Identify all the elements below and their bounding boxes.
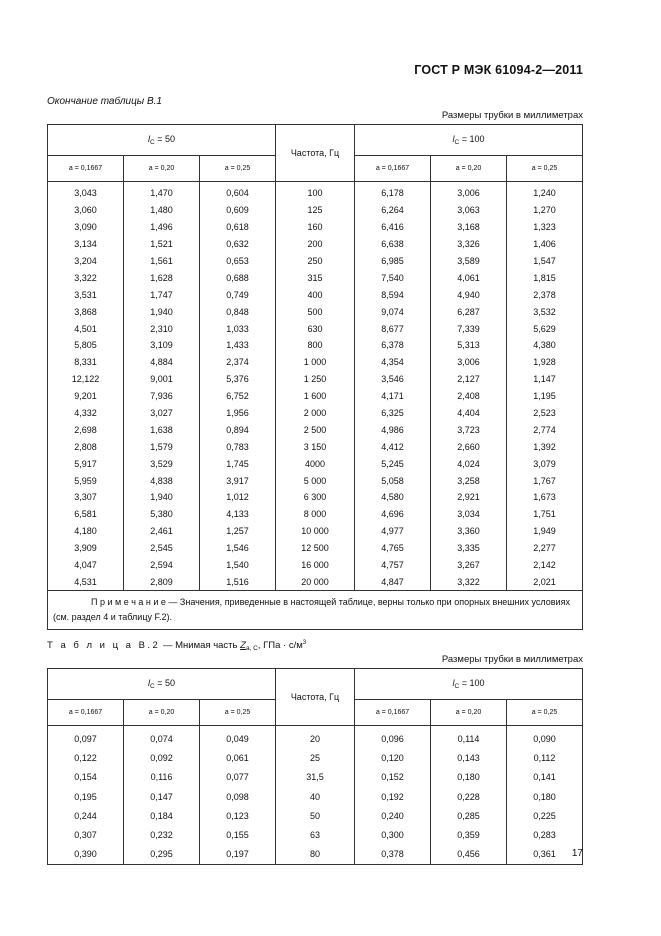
table-cell: 3,532 xyxy=(507,303,583,320)
table-cell: 1,940 xyxy=(124,303,200,320)
table-row xyxy=(48,540,583,557)
table-cell: 6,638 xyxy=(355,236,431,253)
table-cell: 0,783 xyxy=(200,438,276,455)
table-cell: 1,480 xyxy=(124,202,200,219)
table-cell: 630 xyxy=(276,320,355,337)
table-cell: 3,027 xyxy=(124,405,200,422)
table-cell: 20 000 xyxy=(276,573,355,590)
table-cell: 0,155 xyxy=(200,825,276,844)
table-cell: 2,808 xyxy=(48,438,124,455)
table-cell: 0,074 xyxy=(124,726,200,749)
table-row xyxy=(48,748,583,767)
table-cell: 5,313 xyxy=(431,337,507,354)
table-cell: 5,629 xyxy=(507,320,583,337)
table-row xyxy=(48,557,583,574)
table-cell: 0,180 xyxy=(507,787,583,806)
table-cell: 1,540 xyxy=(200,557,276,574)
table-cell: 0,285 xyxy=(431,806,507,825)
table-cell: 1,521 xyxy=(124,236,200,253)
table-cell: 4,404 xyxy=(431,405,507,422)
table-cell: 8 000 xyxy=(276,506,355,523)
table-row xyxy=(48,421,583,438)
table-cell: 20 xyxy=(276,726,355,749)
table-cell: 6,985 xyxy=(355,253,431,270)
table-row xyxy=(48,337,583,354)
table-cell: 500 xyxy=(276,303,355,320)
page-number: 17 xyxy=(571,848,583,859)
lc100-header: $l_C = 100$ xyxy=(355,669,583,700)
table-cell: 3,868 xyxy=(48,303,124,320)
table-cell: 2,660 xyxy=(431,438,507,455)
table-cell: 2,021 xyxy=(507,573,583,590)
table-cell: 31,5 xyxy=(276,768,355,787)
table-cell: 2,378 xyxy=(507,286,583,303)
table-cell: 3,326 xyxy=(431,236,507,253)
table-cell: 4,412 xyxy=(355,438,431,455)
table-cell: 0,096 xyxy=(355,726,431,749)
table-row xyxy=(48,845,583,865)
table-cell: 0,147 xyxy=(124,787,200,806)
table-cell: 7,936 xyxy=(124,388,200,405)
table-cell: 50 xyxy=(276,806,355,825)
table-row xyxy=(48,286,583,303)
table-cell: 3,267 xyxy=(431,557,507,574)
table-cell: 315 xyxy=(276,269,355,286)
table-cell: 0,090 xyxy=(507,726,583,749)
table-cell: 3,322 xyxy=(431,573,507,590)
table-cell: 2,921 xyxy=(431,489,507,506)
table-cell: 0,061 xyxy=(200,748,276,767)
table-b1 xyxy=(47,124,583,630)
table-row xyxy=(48,320,583,337)
table-cell: 40 xyxy=(276,787,355,806)
a-header: a = 0,25 xyxy=(200,156,276,182)
table-cell: 4000 xyxy=(276,455,355,472)
a-header: a = 0,20 xyxy=(124,700,200,726)
table-cell: 0,197 xyxy=(200,845,276,865)
table-cell: 6,178 xyxy=(355,182,431,202)
table-cell: 2,127 xyxy=(431,371,507,388)
a-header: a = 0,1667 xyxy=(48,156,124,182)
table-cell: 3,335 xyxy=(431,540,507,557)
table-cell: 4,171 xyxy=(355,388,431,405)
frequency-header: Частота, Гц xyxy=(276,669,355,726)
table-row xyxy=(48,354,583,371)
table-cell: 1,928 xyxy=(507,354,583,371)
table-cell: 0,192 xyxy=(355,787,431,806)
table-cell: 0,688 xyxy=(200,269,276,286)
table-cell: 4,380 xyxy=(507,337,583,354)
table-cell: 1,195 xyxy=(507,388,583,405)
a-header: a = 0,20 xyxy=(124,156,200,182)
table-cell: 6,264 xyxy=(355,202,431,219)
table-cell: 1,470 xyxy=(124,182,200,202)
table-row xyxy=(48,455,583,472)
table-cell: 1,012 xyxy=(200,489,276,506)
a-header: a = 0,25 xyxy=(200,700,276,726)
table-cell: 4,024 xyxy=(431,455,507,472)
table-cell: 10 000 xyxy=(276,523,355,540)
table-row xyxy=(48,438,583,455)
table-cell: 1,033 xyxy=(200,320,276,337)
table-row xyxy=(48,523,583,540)
table-cell: 4,133 xyxy=(200,506,276,523)
table-cell: 2,809 xyxy=(124,573,200,590)
table-cell: 1,547 xyxy=(507,253,583,270)
table-cell: 0,077 xyxy=(200,768,276,787)
a-header: a = 0,1667 xyxy=(355,700,431,726)
table-cell: 12,122 xyxy=(48,371,124,388)
table-cell: 1,406 xyxy=(507,236,583,253)
table-cell: 3,546 xyxy=(355,371,431,388)
table-cell: 12 500 xyxy=(276,540,355,557)
table-cell: 6,287 xyxy=(431,303,507,320)
a-header: a = 0,1667 xyxy=(48,700,124,726)
table-row xyxy=(48,768,583,787)
a-header: a = 0,20 xyxy=(431,156,507,182)
table-cell: 1,747 xyxy=(124,286,200,303)
table-cell: 0,123 xyxy=(200,806,276,825)
table-cell: 1,546 xyxy=(200,540,276,557)
table-cell: 1,516 xyxy=(200,573,276,590)
table-cell: 4,977 xyxy=(355,523,431,540)
table-cell: 7,339 xyxy=(431,320,507,337)
table-cell: 0,143 xyxy=(431,748,507,767)
frequency-header: Частота, Гц xyxy=(276,125,355,182)
table-cell: 0,097 xyxy=(48,726,124,749)
table-cell: 3,909 xyxy=(48,540,124,557)
table-cell: 1,270 xyxy=(507,202,583,219)
table-cell: 0,359 xyxy=(431,825,507,844)
table-cell: 0,092 xyxy=(124,748,200,767)
table-cell: 0,244 xyxy=(48,806,124,825)
table-cell: 1,323 xyxy=(507,219,583,236)
table-cell: 7,540 xyxy=(355,269,431,286)
table-cell: 2,310 xyxy=(124,320,200,337)
table-cell: 4,047 xyxy=(48,557,124,574)
table-row xyxy=(48,787,583,806)
table-cell: 6,416 xyxy=(355,219,431,236)
table-cell: 2 000 xyxy=(276,405,355,422)
table-row xyxy=(48,388,583,405)
table-cell: 1 600 xyxy=(276,388,355,405)
table-cell: 80 xyxy=(276,845,355,865)
table-cell: 1,257 xyxy=(200,523,276,540)
document-header: ГОСТ Р МЭК 61094-2—2011 xyxy=(414,63,583,77)
table-cell: 100 xyxy=(276,182,355,202)
table-cell: 5,058 xyxy=(355,472,431,489)
table-cell: 8,331 xyxy=(48,354,124,371)
table-cell: 1 000 xyxy=(276,354,355,371)
table-cell: 0,295 xyxy=(124,845,200,865)
table-cell: 2,545 xyxy=(124,540,200,557)
table-cell: 3,589 xyxy=(431,253,507,270)
table-cell: 0,098 xyxy=(200,787,276,806)
table-cell: 1,745 xyxy=(200,455,276,472)
table-cell: 25 xyxy=(276,748,355,767)
table-cell: 2,594 xyxy=(124,557,200,574)
table-cell: 0,632 xyxy=(200,236,276,253)
table-cell: 5,917 xyxy=(48,455,124,472)
table-cell: 1,240 xyxy=(507,182,583,202)
table-cell: 63 xyxy=(276,825,355,844)
table-cell: 6,325 xyxy=(355,405,431,422)
table-cell: 1 250 xyxy=(276,371,355,388)
sizes-note-1: Размеры трубки в миллиметрах xyxy=(441,110,583,121)
table-row xyxy=(48,219,583,236)
table-cell: 2,698 xyxy=(48,421,124,438)
table-cell: 200 xyxy=(276,236,355,253)
table-cell: 6,752 xyxy=(200,388,276,405)
table-cell: 0,361 xyxy=(507,845,583,865)
table-cell: 3,360 xyxy=(431,523,507,540)
table-cell: 0,116 xyxy=(124,768,200,787)
table-row xyxy=(48,371,583,388)
table-cell: 1,638 xyxy=(124,421,200,438)
table-cell: 3,258 xyxy=(431,472,507,489)
table-cell: 1,767 xyxy=(507,472,583,489)
table-cell: 4,884 xyxy=(124,354,200,371)
table-cell: 4,501 xyxy=(48,320,124,337)
table-cell: 0,390 xyxy=(48,845,124,865)
table-cell: 3,109 xyxy=(124,337,200,354)
table-cell: 0,152 xyxy=(355,768,431,787)
table-cell: 0,122 xyxy=(48,748,124,767)
table-cell: 1,751 xyxy=(507,506,583,523)
table-cell: 1,628 xyxy=(124,269,200,286)
table-cell: 3,063 xyxy=(431,202,507,219)
table-b2-title: Т а б л и ц а В.2 — Мнимая часть $Z_{a, C}$, ГПа · $с/м^3$ xyxy=(47,640,307,653)
table-cell: 1,815 xyxy=(507,269,583,286)
table-cell: 0,195 xyxy=(48,787,124,806)
table-cell: 4,180 xyxy=(48,523,124,540)
table-cell: 4,696 xyxy=(355,506,431,523)
table-cell: 4,531 xyxy=(48,573,124,590)
table-cell: 2,461 xyxy=(124,523,200,540)
table-cell: 4,332 xyxy=(48,405,124,422)
lc50-header: $l_C = 50$ xyxy=(48,125,276,156)
table-cell: 6 300 xyxy=(276,489,355,506)
table-cell: 2,774 xyxy=(507,421,583,438)
table-cell: 0,112 xyxy=(507,748,583,767)
table-cell: 0,618 xyxy=(200,219,276,236)
table-row xyxy=(48,726,583,749)
table-cell: 4,580 xyxy=(355,489,431,506)
table-cell: 1,956 xyxy=(200,405,276,422)
table-cell: 3,079 xyxy=(507,455,583,472)
table-cell: 3,006 xyxy=(431,354,507,371)
table-cell: 3,307 xyxy=(48,489,124,506)
table-cell: 3,322 xyxy=(48,269,124,286)
table-cell: 0,240 xyxy=(355,806,431,825)
table-row xyxy=(48,253,583,270)
table-row xyxy=(48,303,583,320)
table-cell: 2,374 xyxy=(200,354,276,371)
table-cell: 3,204 xyxy=(48,253,124,270)
table-cell: 9,201 xyxy=(48,388,124,405)
table-cell: 0,300 xyxy=(355,825,431,844)
table-cell: 6,378 xyxy=(355,337,431,354)
table-cell: 125 xyxy=(276,202,355,219)
table-cell: 9,074 xyxy=(355,303,431,320)
table-cell: 8,594 xyxy=(355,286,431,303)
table-cell: 1,392 xyxy=(507,438,583,455)
table-row xyxy=(48,806,583,825)
table-cell: 0,307 xyxy=(48,825,124,844)
table-cell: 5 000 xyxy=(276,472,355,489)
table-cell: 0,653 xyxy=(200,253,276,270)
table-cell: 4,354 xyxy=(355,354,431,371)
table-cell: 1,579 xyxy=(124,438,200,455)
table-cell: 5,376 xyxy=(200,371,276,388)
table-cell: 2,523 xyxy=(507,405,583,422)
table-cell: 3,168 xyxy=(431,219,507,236)
table-cell: 0,232 xyxy=(124,825,200,844)
table-row xyxy=(48,182,583,202)
table-cell: 8,677 xyxy=(355,320,431,337)
table-cell: 0,114 xyxy=(431,726,507,749)
table-cell: 800 xyxy=(276,337,355,354)
table-cell: 0,609 xyxy=(200,202,276,219)
table-cell: 0,228 xyxy=(431,787,507,806)
a-header: a = 0,25 xyxy=(507,700,583,726)
table-cell: 0,378 xyxy=(355,845,431,865)
table-cell: 0,180 xyxy=(431,768,507,787)
table-cell: 3,090 xyxy=(48,219,124,236)
table-row xyxy=(48,506,583,523)
table-cell: 2,277 xyxy=(507,540,583,557)
lc50-header: $l_C = 50$ xyxy=(48,669,276,700)
table-cell: 3,043 xyxy=(48,182,124,202)
table-row xyxy=(48,825,583,844)
table-cell: 3,006 xyxy=(431,182,507,202)
table-cell: 16 000 xyxy=(276,557,355,574)
table-cell: 0,184 xyxy=(124,806,200,825)
table-row xyxy=(48,573,583,590)
table-cell: 3,529 xyxy=(124,455,200,472)
table-row xyxy=(48,489,583,506)
table-cell: 3,723 xyxy=(431,421,507,438)
table-cell: 5,959 xyxy=(48,472,124,489)
table-cell: 160 xyxy=(276,219,355,236)
table-continuation-label: Окончание таблицы В.1 xyxy=(47,96,162,107)
table-cell: 0,154 xyxy=(48,768,124,787)
table-cell: 4,940 xyxy=(431,286,507,303)
table-row xyxy=(48,405,583,422)
lc100-header: $l_C = 100$ xyxy=(355,125,583,156)
table-cell: 2,408 xyxy=(431,388,507,405)
table-cell: 3,531 xyxy=(48,286,124,303)
table-cell: 3,134 xyxy=(48,236,124,253)
table-cell: 6,581 xyxy=(48,506,124,523)
table-row xyxy=(48,236,583,253)
table-cell: 1,949 xyxy=(507,523,583,540)
table-cell: 2 500 xyxy=(276,421,355,438)
table-cell: 1,496 xyxy=(124,219,200,236)
table-cell: 3 150 xyxy=(276,438,355,455)
table-cell: 1,147 xyxy=(507,371,583,388)
table-cell: 4,986 xyxy=(355,421,431,438)
table-cell: 250 xyxy=(276,253,355,270)
sizes-note-2: Размеры трубки в миллиметрах xyxy=(441,654,583,665)
table-cell: 3,917 xyxy=(200,472,276,489)
table-cell: 1,673 xyxy=(507,489,583,506)
table-cell: 5,380 xyxy=(124,506,200,523)
table-cell: 0,894 xyxy=(200,421,276,438)
table-cell: 9,001 xyxy=(124,371,200,388)
table-note: П р и м е ч а н и е — Значения, приведенные в настоящей таблице, верны только при опорных внешних условиях (см. раздел 4 и таблицу F.2). xyxy=(48,591,583,630)
table-cell: 1,433 xyxy=(200,337,276,354)
table-cell: 1,940 xyxy=(124,489,200,506)
table-cell: 2,142 xyxy=(507,557,583,574)
table-cell: 0,120 xyxy=(355,748,431,767)
a-header: a = 0,20 xyxy=(431,700,507,726)
table-cell: 4,838 xyxy=(124,472,200,489)
a-header: a = 0,1667 xyxy=(355,156,431,182)
table-cell: 4,847 xyxy=(355,573,431,590)
a-header: a = 0,25 xyxy=(507,156,583,182)
table-cell: 4,061 xyxy=(431,269,507,286)
table-cell: 5,245 xyxy=(355,455,431,472)
table-cell: 1,561 xyxy=(124,253,200,270)
table-cell: 3,034 xyxy=(431,506,507,523)
table-b2 xyxy=(47,668,583,865)
table-cell: 0,848 xyxy=(200,303,276,320)
table-cell: 0,141 xyxy=(507,768,583,787)
table-cell: 0,456 xyxy=(431,845,507,865)
table-cell: 0,604 xyxy=(200,182,276,202)
table-cell: 0,049 xyxy=(200,726,276,749)
table-row xyxy=(48,472,583,489)
table-row xyxy=(48,269,583,286)
table-cell: 0,225 xyxy=(507,806,583,825)
table-cell: 4,765 xyxy=(355,540,431,557)
table-cell: 0,749 xyxy=(200,286,276,303)
table-cell: 3,060 xyxy=(48,202,124,219)
table-cell: 400 xyxy=(276,286,355,303)
table-row xyxy=(48,202,583,219)
table-cell: 0,283 xyxy=(507,825,583,844)
table-cell: 5,805 xyxy=(48,337,124,354)
table-cell: 4,757 xyxy=(355,557,431,574)
